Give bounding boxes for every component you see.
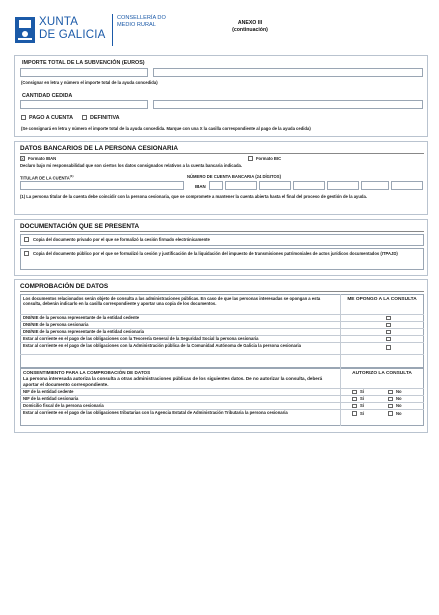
authorize-yes-checkbox[interactable]: [352, 404, 357, 409]
oppose-header: ME OPONGO A LA CONSULTA: [347, 297, 417, 302]
subsidy-total-words-field[interactable]: [153, 68, 423, 77]
subsidy-total-note: (Consignar en letra y número el importe total de la ayuda concedida): [21, 80, 158, 85]
bic-format-label: Formato BIC: [256, 155, 282, 161]
oppose-row-label: Estar al corriente en el pago de las obligaciones con la Administración pública de la Comunidad Autónoma de Galicia la persona cesionaria: [23, 343, 301, 348]
payment-account-label: PAGO A CUENTA: [29, 114, 74, 121]
authorize-row-label: Domicilio fiscal de la persona cesionaria: [23, 403, 104, 408]
authorize-row-label: Estar al corriente en el pago de las obligaciones tributarias con la Agencia Estatal de Administración Tributaria la persona cesionaria: [23, 410, 288, 415]
consent-title: CONSENTIMIENTO PARA LA COMPROBACIÓN DE DATOS: [23, 370, 151, 375]
section-divider: [20, 291, 424, 292]
authorize-no-checkbox[interactable]: [388, 411, 393, 416]
iban-block-2-field[interactable]: [259, 181, 291, 190]
bank-data-section: [14, 141, 428, 215]
logo-text-xunta: XUNTA: [39, 16, 79, 28]
oppose-row-label: DNI/NIE de la persona cesionaria: [23, 322, 89, 327]
iban-digits-field[interactable]: [209, 181, 223, 190]
iban-format-label: Formato IBAN: [28, 155, 57, 161]
yes-label: Sí: [360, 389, 364, 394]
document-item-label: Copia del documento privado por el que se formalizó la cesión firmado electrónicamente: [33, 236, 210, 242]
account-holder-field[interactable]: [20, 181, 184, 190]
logo-text-galicia: DE GALICIA: [39, 29, 106, 41]
bic-format-checkbox[interactable]: [248, 156, 253, 161]
oppose-row-checkbox[interactable]: [386, 323, 391, 328]
iban-prefix: IBAN: [195, 183, 206, 189]
document-item-checkbox[interactable]: [24, 251, 29, 256]
ceded-amount-words-field[interactable]: [153, 100, 423, 109]
authorize-row-label: NIF de la entidad cedente: [23, 389, 74, 394]
authorize-no-checkbox[interactable]: [388, 397, 393, 402]
authorize-yes-checkbox[interactable]: [352, 397, 357, 402]
section-divider: [20, 231, 424, 232]
oppose-row-checkbox[interactable]: [386, 345, 391, 350]
oppose-row-checkbox[interactable]: [386, 330, 391, 335]
iban-block-1-field[interactable]: [225, 181, 257, 190]
documentation-title: DOCUMENTACIÓN QUE SE PRESENTA: [20, 223, 140, 230]
authorize-row-label: NIF de la entidad cesionaria: [23, 396, 79, 401]
yes-label: Sí: [360, 403, 364, 408]
iban-block-5-field[interactable]: [361, 181, 389, 190]
logo-divider: [112, 14, 113, 46]
iban-format-checkbox[interactable]: X: [21, 156, 24, 161]
authorize-yes-checkbox[interactable]: [352, 390, 357, 395]
verification-intro: Los documentos relacionados serán objeto de consulta a las administraciones públicas. En caso de que las personas interesadas se opongan a esta consulta, deberán indicarlo en la casilla correspondiente y aportar una copia de los documentos.: [23, 296, 321, 307]
consent-text: La persona interesada autoriza la consulta a otras administraciones públicas de los siguientes datos. De no autorizar la consulta, deberá aportar el documento correspondiente.: [23, 375, 323, 387]
definitive-label: DEFINITIVA: [90, 114, 120, 121]
table-column-divider: [340, 368, 341, 426]
subsidy-total-number-field[interactable]: [20, 68, 148, 77]
verification-title: COMPROBACIÓN DE DATOS: [20, 283, 109, 290]
no-label: No: [396, 396, 402, 401]
oppose-row-checkbox[interactable]: [386, 316, 391, 321]
table-row-divider: [20, 354, 424, 355]
iban-block-3-field[interactable]: [293, 181, 325, 190]
holder-footnote: (1) La persona titular de la cuenta debe coincidir con la persona cesionaria, que se compromete a mantener la cuenta abierta hasta el final del proceso de gestión de la ayuda.: [20, 194, 367, 199]
definitive-checkbox[interactable]: [82, 115, 87, 120]
verification-section: [14, 279, 428, 433]
department-name: CONSELLERÍA DO MEDIO RURAL: [117, 15, 166, 28]
no-label: No: [396, 403, 402, 408]
subsidy-section: [14, 55, 428, 137]
subsidy-total-label: IMPORTE TOTAL DE LA SUBVENCIÓN (EUROS): [22, 60, 145, 66]
iban-block-6-field[interactable]: [391, 181, 423, 190]
authorize-no-checkbox[interactable]: [388, 390, 393, 395]
yes-label: Sí: [360, 410, 364, 416]
ceded-amount-label: CANTIDAD CEDIDA: [22, 93, 73, 99]
authorize-yes-checkbox[interactable]: [352, 411, 357, 416]
document-item-checkbox[interactable]: [24, 237, 29, 242]
iban-block-4-field[interactable]: [327, 181, 359, 190]
ceded-amount-note: (Se consignará en letra y número el importe total de la ayuda concedida. Marque con una X la casilla correspondiente al pago de la ayuda cedida): [21, 126, 311, 131]
authorize-header: AUTORIZO LA CONSULTA: [352, 371, 412, 376]
bank-responsibility-note: Declaro bajo mi responsabilidad que son ciertos los datos consignados relativos a la cuenta bancaria indicada.: [20, 163, 243, 168]
oppose-row-label: DNI/NIE de la persona representante de la entidad cesionaria: [23, 329, 145, 334]
authorize-no-checkbox[interactable]: [388, 404, 393, 409]
account-holder-label: TITULAR DE LA CUENTA$^{(1)}$: [20, 174, 74, 181]
section-divider: [20, 153, 424, 154]
annex-subtitle: (continuación): [232, 27, 268, 33]
payment-account-checkbox[interactable]: [21, 115, 26, 120]
ceded-amount-number-field[interactable]: [20, 100, 148, 109]
yes-label: Sí: [360, 396, 364, 401]
oppose-row-checkbox[interactable]: [386, 337, 391, 342]
annex-title: ANEXO III: [237, 20, 263, 26]
document-item-label: Copia del documento público por el que se formalizó la cesión y justificación de la liquidación del impuesto de transmisiones patrimoniales de actos jurídicos documentados (ITPAJD): [33, 250, 398, 256]
account-number-label: NÚMERO DE CUENTA BANCARIA (24 DÍGITOS): [187, 174, 281, 179]
oppose-row-label: DNI/NIE de la persona representante de la entidad cedente: [23, 315, 140, 320]
no-label: No: [396, 389, 402, 394]
oppose-row-label: Estar al corriente en el pago de las obligaciones con la Tesorería General de la Seguridad Social la persona cesionaria: [23, 336, 259, 341]
document-header: [14, 12, 428, 52]
annex-heading: [210, 20, 290, 34]
bank-data-title: DATOS BANCARIOS DE LA PERSONA CESIONARIA: [20, 145, 179, 152]
no-label: No: [396, 410, 402, 416]
xunta-logo: [14, 12, 174, 48]
documentation-section: [14, 219, 428, 276]
table-column-divider: [340, 294, 341, 368]
galicia-shield-icon: [14, 16, 36, 44]
